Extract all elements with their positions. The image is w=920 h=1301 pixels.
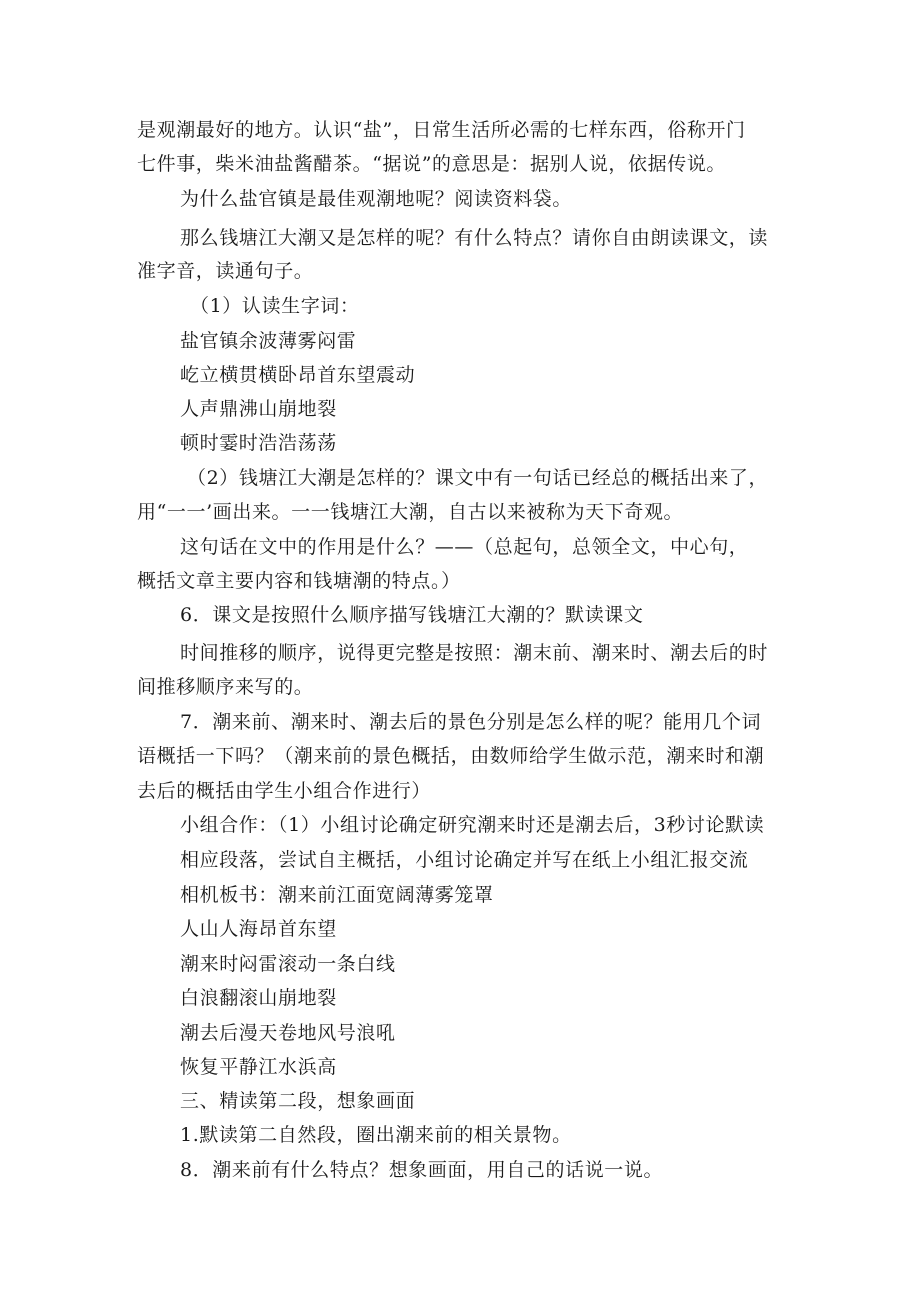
text-line: 8．潮来前有什么特点？想象画面，用自己的话说一说。: [180, 1159, 664, 1181]
text-line: 小组合作：（1）小组讨论确定研究潮来时还是潮去后，3秒讨论默读: [180, 814, 765, 836]
text-line: 为什么盐官镇是最佳观潮地呢？阅读资料袋。: [180, 188, 573, 210]
text-line: 是观潮最好的地方。认识“盐”，日常生活所必需的七样东西，俗称开门: [137, 119, 746, 141]
text-line: （2）钱塘江大潮是怎样的？课文中有一句话已经总的概括出来了，: [187, 467, 769, 489]
text-line: 7．潮来前、潮来时、潮去后的景色分别是怎么样的呢？能用几个词: [180, 711, 762, 733]
text-line: 相机板书：潮来前江面宽阔薄雾笼罩: [180, 884, 494, 906]
text-line: 准字音，读通句子。: [137, 260, 314, 282]
text-line: （1）认读生字词：: [190, 295, 360, 317]
text-line: 语概括一下吗？（潮来前的景色概括，由数师给学生做示范，潮来时和潮: [137, 745, 765, 767]
text-line: 间推移顺序来写的。: [137, 676, 314, 698]
text-line: 人山人海昂首东望: [180, 918, 337, 940]
text-line: 1.默读第二自然段，圈出潮来前的相关景物。: [180, 1124, 572, 1146]
text-line: 这句话在文中的作用是什么？——（总起句，总领全文，中心句，: [180, 536, 749, 558]
text-line: 去后的概括由学生小组合作进行）: [137, 780, 432, 802]
text-line: 相应段落，尝试自主概括，小组讨论确定并写在纸上小组汇报交流: [180, 849, 749, 871]
text-line: 屹立横贯横卧昂首东望震动: [180, 364, 416, 386]
section-heading: 三、精读第二段，想象画面: [180, 1090, 416, 1112]
text-line: 七件事，柴米油盐酱醋茶。“据说”的意思是：据别人说，依据传说。: [137, 153, 727, 175]
text-line: 6．课文是按照什么顺序描写钱塘江大潮的？默读课文: [180, 604, 644, 626]
text-line: 盐官镇余波薄雾闷雷: [180, 330, 357, 352]
text-line: 用“一一’画出来。一一钱塘江大潮，自古以来被称为天下奇观。: [137, 501, 684, 523]
text-line: 那么钱塘江大潮又是怎样的呢？有什么特点？请你自由朗读课文，读: [180, 227, 769, 249]
text-line: 恢复平静江水浜高: [180, 1056, 337, 1078]
text-line: 顿时霎时浩浩荡荡: [180, 432, 337, 454]
text-line: 潮来时闷雷滚动一条白线: [180, 953, 396, 975]
text-line: 人声鼎沸山崩地裂: [180, 398, 337, 420]
text-line: 白浪翻滚山崩地裂: [180, 987, 337, 1009]
text-line: 潮去后漫天卷地风号浪吼: [180, 1022, 396, 1044]
text-line: 时间推移的顺序，说得更完整是按照：潮末前、潮来时、潮去后的时: [180, 642, 769, 664]
text-line: 概括文章主要内容和钱塘潮的特点。）: [137, 570, 461, 592]
